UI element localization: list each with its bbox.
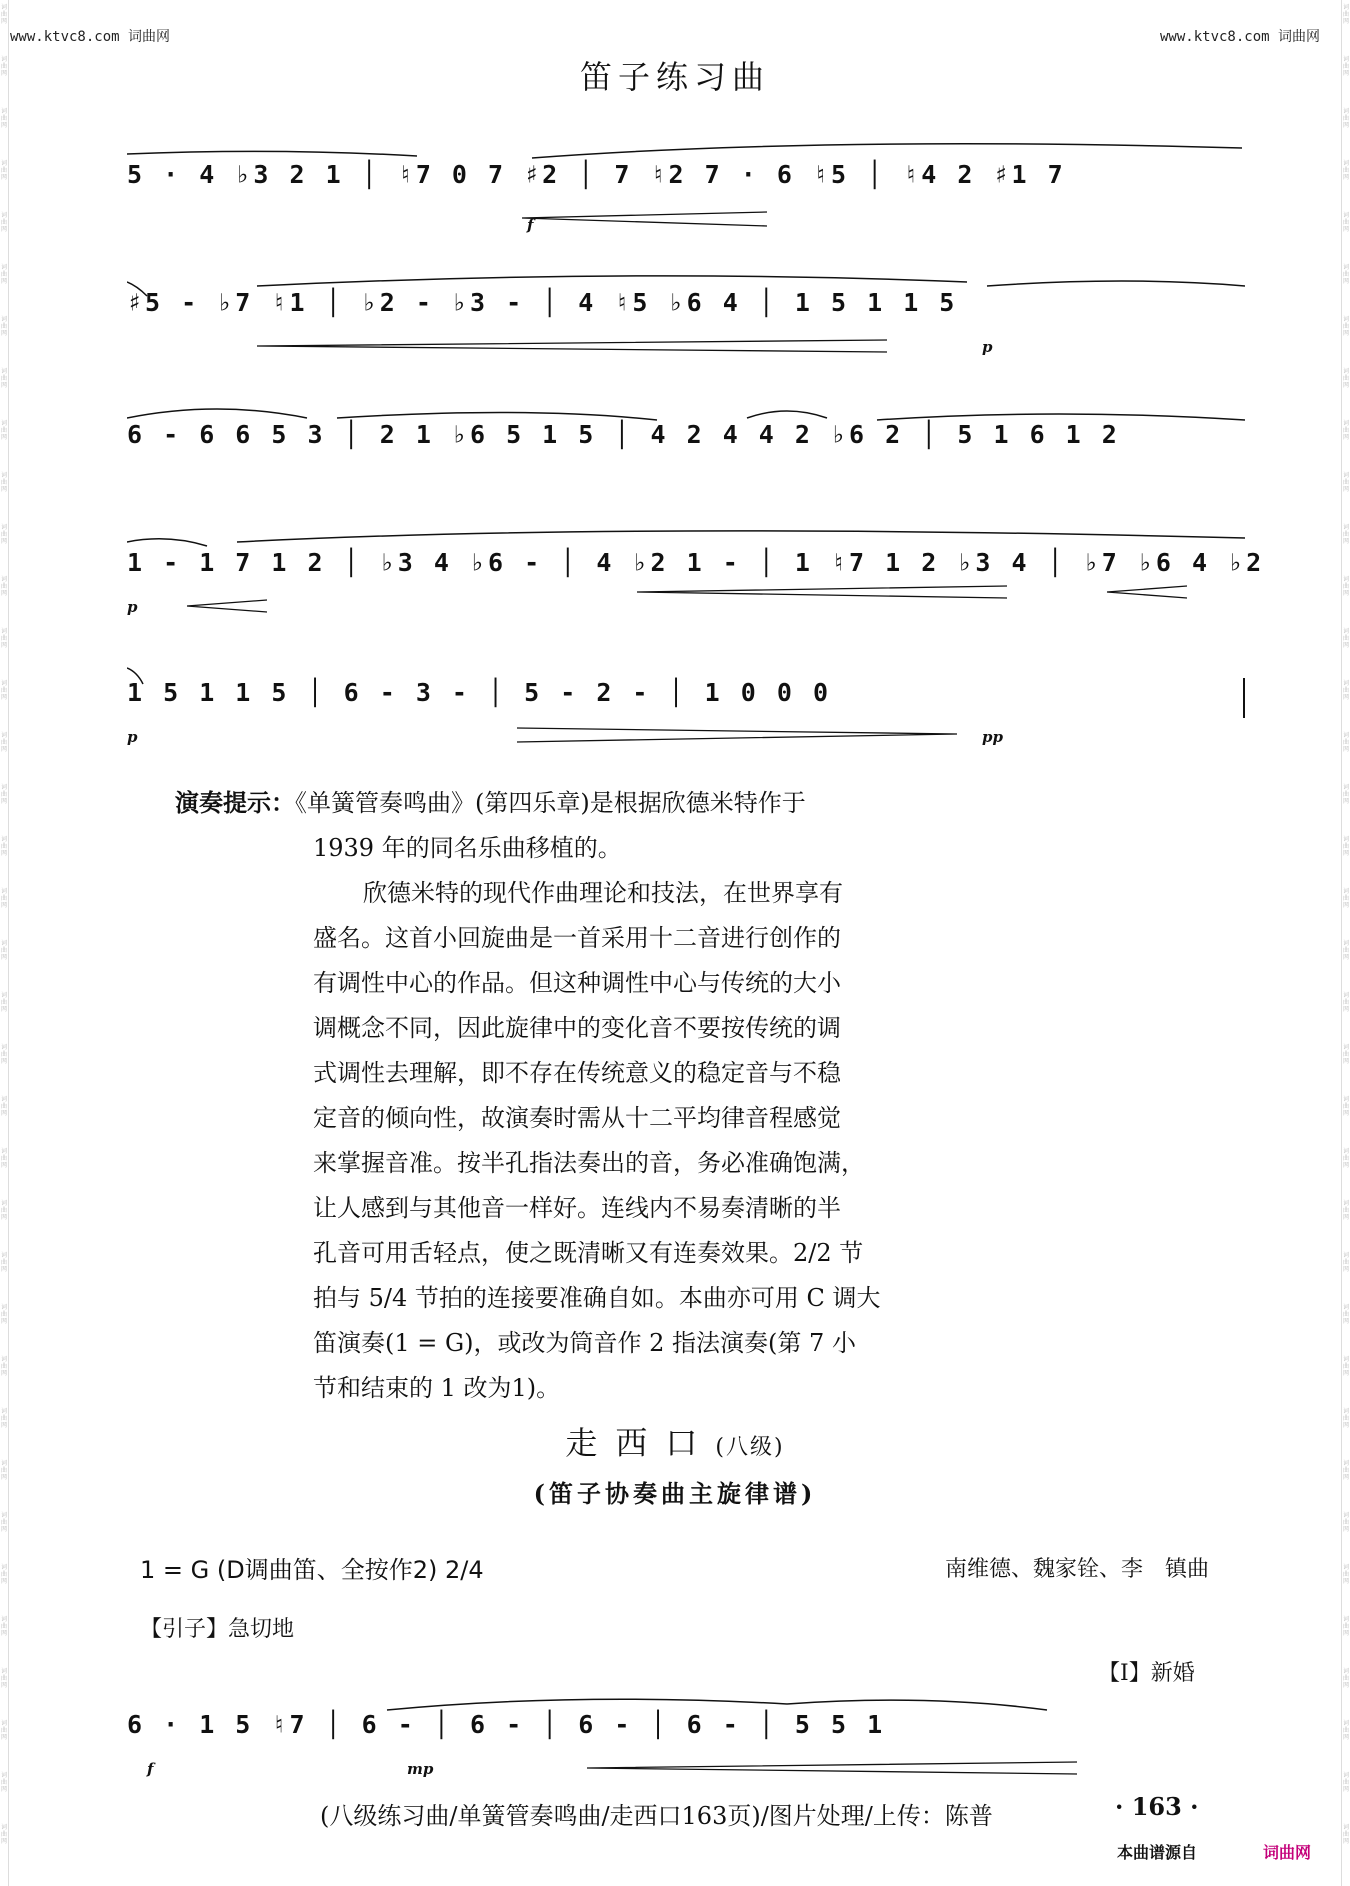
dynamic-mark: mp <box>407 1760 434 1778</box>
edge-watermark: 词曲网 <box>1 1356 8 1377</box>
edge-watermark: 词曲网 <box>1343 368 1350 389</box>
tips-line: 《单簧管奏鸣曲》(第四乐章)是根据欣德米特作于 <box>295 789 806 817</box>
source-logo: 词曲网 <box>1263 1843 1312 1862</box>
tips-line: 让人感到与其他音一样好。连线内不易奏清晰的半 <box>313 1194 841 1222</box>
edge-watermark: 词曲网 <box>1343 108 1350 129</box>
score-row-1 <box>127 140 1245 234</box>
edge-watermark: 词曲网 <box>1 1252 8 1273</box>
tips-line: 来掌握音准。按半孔指法奏出的音，务必准确饱满， <box>313 1149 865 1177</box>
edge-watermark: 词曲网 <box>1 1720 8 1741</box>
edge-watermark: 词曲网 <box>1343 732 1350 753</box>
tips-line: 盛名。这首小回旋曲是一首采用十二音进行创作的 <box>313 924 841 952</box>
edge-watermark: 词曲网 <box>1343 1304 1350 1325</box>
slur-marks <box>127 400 1245 500</box>
edge-watermark: 词曲网 <box>1343 420 1350 441</box>
right-page-edge <box>1341 0 1350 1886</box>
edge-watermark: 词曲网 <box>1 1564 8 1585</box>
edge-watermark: 词曲网 <box>1 420 8 441</box>
score-notes: 6 - 6 6 5 3 │ 2 1 ♭6 5 1 5 │ 4 2 4 4 2 ♭6 2 │ 5 1 6 1 2 <box>127 420 1120 449</box>
dynamic-mark: f <box>147 1760 154 1778</box>
score-row-3 <box>127 400 1245 470</box>
song-subtitle: (笛子协奏曲主旋律谱) <box>533 1479 817 1508</box>
edge-watermark: 词曲网 <box>1343 160 1350 181</box>
edge-watermark: 词曲网 <box>1343 680 1350 701</box>
edge-watermark: 词曲网 <box>1 472 8 493</box>
edge-watermark: 词曲网 <box>1343 1356 1350 1377</box>
edge-watermark: 词曲网 <box>1 1200 8 1221</box>
edge-watermark: 词曲网 <box>1 1772 8 1793</box>
edge-watermark: 词曲网 <box>1343 888 1350 909</box>
edge-watermark: 词曲网 <box>1 160 8 181</box>
dynamic-mark: p <box>127 598 138 616</box>
tips-line: 1939 年的同名乐曲移植的。 <box>313 834 622 862</box>
edge-watermark: 词曲网 <box>1343 316 1350 337</box>
edge-watermark: 词曲网 <box>1 56 8 77</box>
tips-line: 定音的倾向性，故演奏时需从十二平均律音程感觉 <box>313 1104 841 1132</box>
slur-marks <box>127 658 1245 758</box>
edge-watermark: 词曲网 <box>1 1408 8 1429</box>
edge-watermark: 词曲网 <box>1343 940 1350 961</box>
score-notes: 1 5 1 1 5 │ 6 - 3 - │ 5 - 2 - │ 1 0 0 0 <box>127 678 831 707</box>
tips-line: 笛演奏(1 = G)，或改为筒音作 2 指法演奏(第 7 小 <box>313 1329 856 1357</box>
edge-watermark: 词曲网 <box>1343 576 1350 597</box>
slur-marks <box>127 1690 1245 1790</box>
dynamic-mark: pp <box>982 728 1003 746</box>
score-notes: ♯5 - ♭7 ♮1 │ ♭2 - ♭3 - │ 4 ♮5 ♭6 4 │ 1 5 1 1 5 <box>127 288 958 317</box>
edge-watermark: 词曲网 <box>1343 1148 1350 1169</box>
edge-watermark: 词曲网 <box>1343 264 1350 285</box>
song-title-block <box>0 1418 1350 1464</box>
dynamic-mark: p <box>982 338 993 356</box>
edge-watermark: 词曲网 <box>1 1668 8 1689</box>
edge-watermark: 词曲网 <box>1343 1772 1350 1793</box>
score-row-2 <box>127 268 1245 356</box>
edge-watermark: 词曲网 <box>1343 836 1350 857</box>
score-notes: 5 · 4 ♭3 2 1 │ ♮7 0 7 ♯2 │ 7 ♮2 7 · 6 ♮5 │ ♮4 2 ♯1 7 <box>127 160 1066 189</box>
edge-watermark: 词曲网 <box>1343 1460 1350 1481</box>
score-notes: 6 · 1 5 ♮7 │ 6 - │ 6 - │ 6 - │ 6 - │ 5 5 1 <box>127 1710 886 1739</box>
edge-watermark: 词曲网 <box>1 316 8 337</box>
edge-watermark: 词曲网 <box>1 732 8 753</box>
performance-tips <box>175 780 945 1411</box>
edge-watermark: 词曲网 <box>1 1096 8 1117</box>
score-row-5 <box>127 658 1245 746</box>
edge-watermark: 词曲网 <box>1343 1252 1350 1273</box>
edge-watermark: 词曲网 <box>1 1616 8 1637</box>
edge-watermark: 词曲网 <box>1 940 8 961</box>
edge-watermark: 词曲网 <box>1343 1044 1350 1065</box>
edge-watermark: 词曲网 <box>1343 1616 1350 1637</box>
score-notes: 1 - 1 7 1 2 │ ♭3 4 ♭6 - │ 4 ♭2 1 - │ 1 ♮7 1 2 ♭3 4 │ ♭7 ♭6 4 ♭2 <box>127 548 1265 577</box>
tips-line: 式调性去理解，即不存在传统意义的稳定音与不稳 <box>313 1059 841 1087</box>
dynamic-mark: f <box>527 216 534 234</box>
edge-watermark: 词曲网 <box>1 836 8 857</box>
tips-label: 演奏提示： <box>175 788 295 817</box>
edge-watermark: 词曲网 <box>1 1148 8 1169</box>
edge-watermark: 词曲网 <box>1343 472 1350 493</box>
slur-marks <box>127 268 1245 368</box>
slur-marks <box>127 140 1245 240</box>
edge-watermark: 词曲网 <box>1343 784 1350 805</box>
tips-line: 孔音可用舌轻点，使之既清晰又有连奏效果。2/2 节 <box>313 1239 864 1267</box>
edge-watermark: 词曲网 <box>1 1512 8 1533</box>
edge-watermark: 词曲网 <box>1343 1096 1350 1117</box>
edge-watermark: 词曲网 <box>1343 1824 1350 1845</box>
tips-line: 调概念不同，因此旋律中的变化音不要按传统的调 <box>313 1014 841 1042</box>
edge-watermark: 词曲网 <box>1343 1200 1350 1221</box>
edge-watermark: 词曲网 <box>1 992 8 1013</box>
edge-watermark: 词曲网 <box>1 628 8 649</box>
left-page-edge <box>0 0 9 1886</box>
edge-watermark: 词曲网 <box>1 368 8 389</box>
source-label: 本曲谱源自 <box>1117 1843 1198 1862</box>
edge-watermark: 词曲网 <box>1 264 8 285</box>
edge-watermark: 词曲网 <box>1 212 8 233</box>
edge-watermark: 词曲网 <box>1343 628 1350 649</box>
song-level: (八级) <box>715 1435 785 1460</box>
edge-watermark: 词曲网 <box>1343 1408 1350 1429</box>
edge-watermark: 词曲网 <box>1 1304 8 1325</box>
intro-label: 【引子】急切地 <box>140 1617 295 1642</box>
edge-watermark: 词曲网 <box>1 4 8 25</box>
tips-line: 欣德米特的现代作曲理论和技法，在世界享有 <box>363 879 843 907</box>
header-site-left: www.ktvc8.com 词曲网 <box>10 29 171 45</box>
edge-watermark: 词曲网 <box>1343 1720 1350 1741</box>
score-row-4 <box>127 528 1265 616</box>
tips-line: 节和结束的 1 改为1)。 <box>313 1374 561 1402</box>
tips-line: 拍与 5/4 节拍的连接要准确自如。本曲亦可用 C 调大 <box>313 1284 881 1312</box>
edge-watermark: 词曲网 <box>1343 1512 1350 1533</box>
slur-marks <box>127 528 1265 628</box>
score-title: 笛子练习曲 <box>579 58 770 96</box>
song-title: 走西口 <box>565 1424 716 1462</box>
edge-watermark: 词曲网 <box>1343 992 1350 1013</box>
edge-watermark: 词曲网 <box>1343 4 1350 25</box>
composer-credit: 南维德、魏家铨、李 镇曲 <box>945 1557 1210 1582</box>
header-site-right: www.ktvc8.com 词曲网 <box>1160 29 1321 45</box>
edge-watermark: 词曲网 <box>1 1044 8 1065</box>
edge-watermark: 词曲网 <box>1343 56 1350 77</box>
tips-line: 有调性中心的作品。但这种调性中心与传统的大小 <box>313 969 841 997</box>
edge-watermark: 词曲网 <box>1 888 8 909</box>
edge-watermark: 词曲网 <box>1 680 8 701</box>
edge-watermark: 词曲网 <box>1343 524 1350 545</box>
upload-note: (八级练习曲/单簧管奏鸣曲/走西口163页)/图片处理/上传：陈普 <box>320 1802 993 1830</box>
edge-watermark: 词曲网 <box>1 524 8 545</box>
edge-watermark: 词曲网 <box>1 576 8 597</box>
edge-watermark: 词曲网 <box>1 1460 8 1481</box>
edge-watermark: 词曲网 <box>1343 1564 1350 1585</box>
dynamic-mark: p <box>127 728 138 746</box>
edge-watermark: 词曲网 <box>1 1824 8 1845</box>
page-number: · 163 · <box>1115 1792 1199 1821</box>
key-signature: 1 = G (D调曲笛、全按作2) 2/4 <box>140 1556 484 1584</box>
edge-watermark: 词曲网 <box>1 108 8 129</box>
song-score-row <box>127 1690 1245 1778</box>
edge-watermark: 词曲网 <box>1343 212 1350 233</box>
edge-watermark: 词曲网 <box>1343 1668 1350 1689</box>
edge-watermark: 词曲网 <box>1 784 8 805</box>
section-label: 【I】新婚 <box>1098 1661 1195 1686</box>
